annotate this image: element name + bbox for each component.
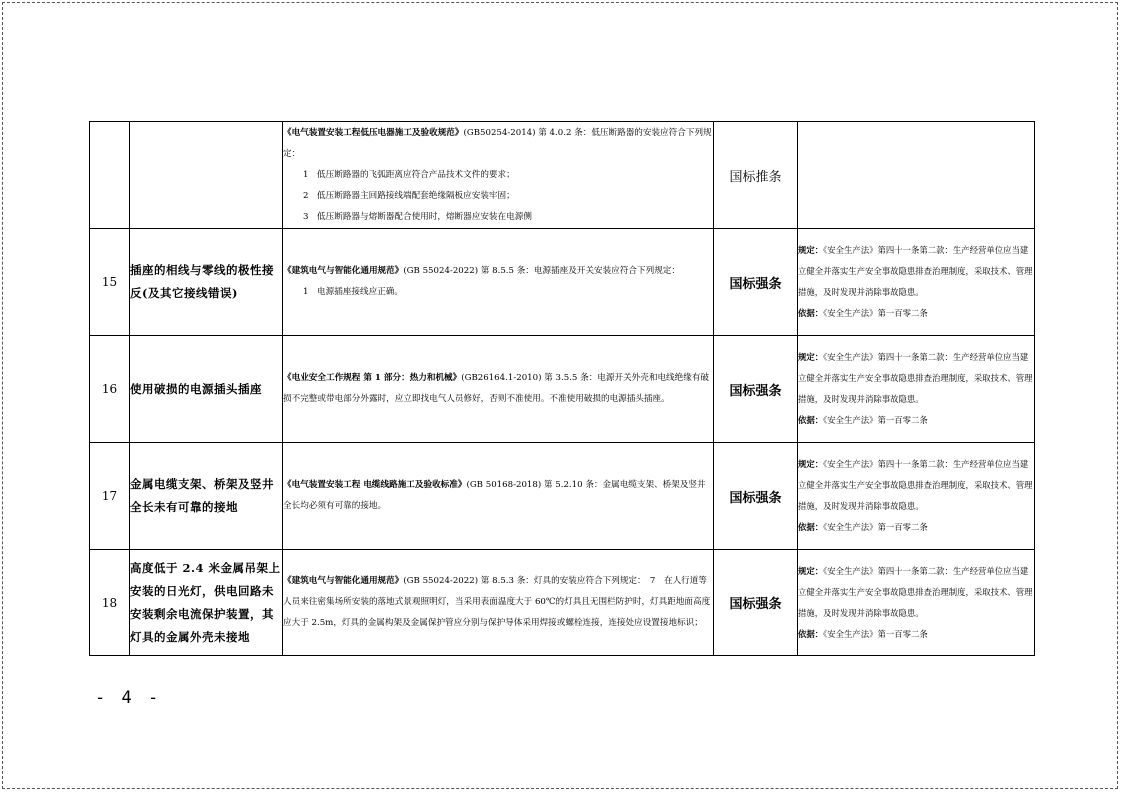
standard-type: 国标强条 — [714, 443, 798, 550]
standard-basis — [283, 229, 714, 336]
hazard-description: 使用破损的电源插头插座 — [130, 336, 283, 443]
basis-text: 《安全生产法》第一百零二条 — [823, 522, 928, 532]
rule-text: 《安全生产法》第四十一条第二款：生产经营单位应当建立健全并落实生产安全事故隐患排查治理制度，采取技术、管理措施，及时发现并消除事故隐患。 — [798, 565, 1033, 618]
standard-item: 2 低压断路器主回路接线端配套绝缘隔板应安装牢固； — [303, 190, 515, 201]
hazard-description: 插座的相线与零线的极性接反(及其它接线错误) — [130, 229, 283, 336]
standard-text: (GB 50168-2018) 第 5.2.10 条：金属电缆支架、桥架及竖井全长均必须有可靠的接地。 — [283, 480, 706, 511]
rule-label: 规定： — [798, 352, 824, 362]
legal-basis — [798, 122, 1035, 229]
standard-reference: 《建筑电气与智能化通用规范》 — [283, 576, 404, 586]
standard-text: (GB26164.1-2010) 第 3.5.5 条：电源开关外壳和电线绝缘有破损不完整或带电部分外露时，应立即找电气人员修好，否则不准使用。不准使用破损的电源插头插座。 — [283, 373, 710, 404]
standard-reference: 《电气装置安装工程低压电器施工及验收规范》 — [283, 127, 464, 138]
rule-label: 规定： — [798, 565, 824, 576]
standard-basis — [283, 336, 714, 443]
legal-basis — [798, 336, 1035, 443]
standard-item: 1 低压断路器的飞弧距离应符合产品技术文件的要求； — [303, 169, 515, 180]
row-number: 18 — [90, 550, 130, 656]
hazard-description: 高度低于 2.4 米金属吊架上安装的日光灯，供电回路未安装剩余电流保护装置，其灯具的金属外壳未接地 — [130, 550, 283, 656]
rule-text: 《安全生产法》第四十一条第二款：生产经营单位应当建立健全并落实生产安全事故隐患排查治理制度，采取技术、管理措施，及时发现并消除事故隐患。 — [798, 352, 1033, 404]
standard-basis — [283, 122, 714, 229]
rule-label: 规定： — [798, 459, 824, 469]
legal-basis — [798, 443, 1035, 550]
standard-basis — [283, 443, 714, 550]
standard-text: (GB 55024-2022) 第 8.5.5 条：电源插座及开关安装应符合下列规定： — [403, 266, 680, 276]
row-number: 16 — [90, 336, 130, 443]
hazard-description: 金属电缆支架、桥架及竖井全长未有可靠的接地 — [130, 443, 283, 550]
table-row — [90, 122, 1035, 229]
row-number: 17 — [90, 443, 130, 550]
table-row — [90, 443, 1035, 550]
legal-basis — [798, 550, 1035, 656]
rule-text: 《安全生产法》第四十一条第二款：生产经营单位应当建立健全并落实生产安全事故隐患排查治理制度，采取技术、管理措施，及时发现并消除事故隐患。 — [798, 459, 1033, 511]
basis-label: 依据： — [798, 415, 824, 425]
standard-type: 国标强条 — [714, 550, 798, 656]
page-number: - 4 - — [95, 688, 162, 708]
standard-reference: 《电气装置安装工程 电缆线路施工及验收标准》 — [283, 480, 467, 490]
table-row — [90, 336, 1035, 443]
rule-text: 《安全生产法》第四十一条第二款：生产经营单位应当建立健全并落实生产安全事故隐患排查治理制度，采取技术、管理措施，及时发现并消除事故隐患。 — [798, 245, 1033, 297]
row-number: 15 — [90, 229, 130, 336]
standard-text: (GB50254-2014) 第 4.0.2 条：低压断路器的安装应符合下列规定： — [283, 127, 712, 159]
standard-type: 国标强条 — [714, 336, 798, 443]
row-number — [90, 122, 130, 229]
basis-text: 《安全生产法》第一百零二条 — [823, 415, 928, 425]
hazard-table — [89, 121, 1035, 656]
basis-label: 依据： — [798, 308, 824, 318]
rule-label: 规定： — [798, 245, 824, 255]
standard-text: (GB 55024-2022) 第 8.5.3 条：灯具的安装应符合下列规定： 7 在人行道等人员来往密集场所安装的落地式景观照明灯，当采用表面温度大于 60℃的灯具且无围栏防护时，灯具距地面高度应大于 2.5m，灯具的金属构架及金属保护管应分别与保护导体采用焊接或螺栓连接，连接处应设置接地标识； — [283, 576, 711, 628]
legal-basis — [798, 229, 1035, 336]
standard-type: 国标推条 — [714, 122, 798, 229]
standard-item: 3 低压断路器与熔断器配合使用时，熔断器应安装在电源侧 — [303, 211, 532, 222]
basis-text: 《安全生产法》第一百零二条 — [823, 628, 928, 639]
table-row — [90, 550, 1035, 656]
standard-reference: 《电业安全工作规程 第 1 部分：热力和机械》 — [283, 373, 462, 383]
standard-item: 1 电源插座接线应正确。 — [303, 287, 403, 297]
standard-type: 国标强条 — [714, 229, 798, 336]
standard-basis — [283, 550, 714, 656]
standard-reference: 《建筑电气与智能化通用规范》 — [283, 266, 404, 276]
basis-text: 《安全生产法》第一百零二条 — [823, 308, 928, 318]
basis-label: 依据： — [798, 628, 824, 639]
basis-label: 依据： — [798, 522, 824, 532]
hazard-description — [130, 122, 283, 229]
table-row — [90, 229, 1035, 336]
